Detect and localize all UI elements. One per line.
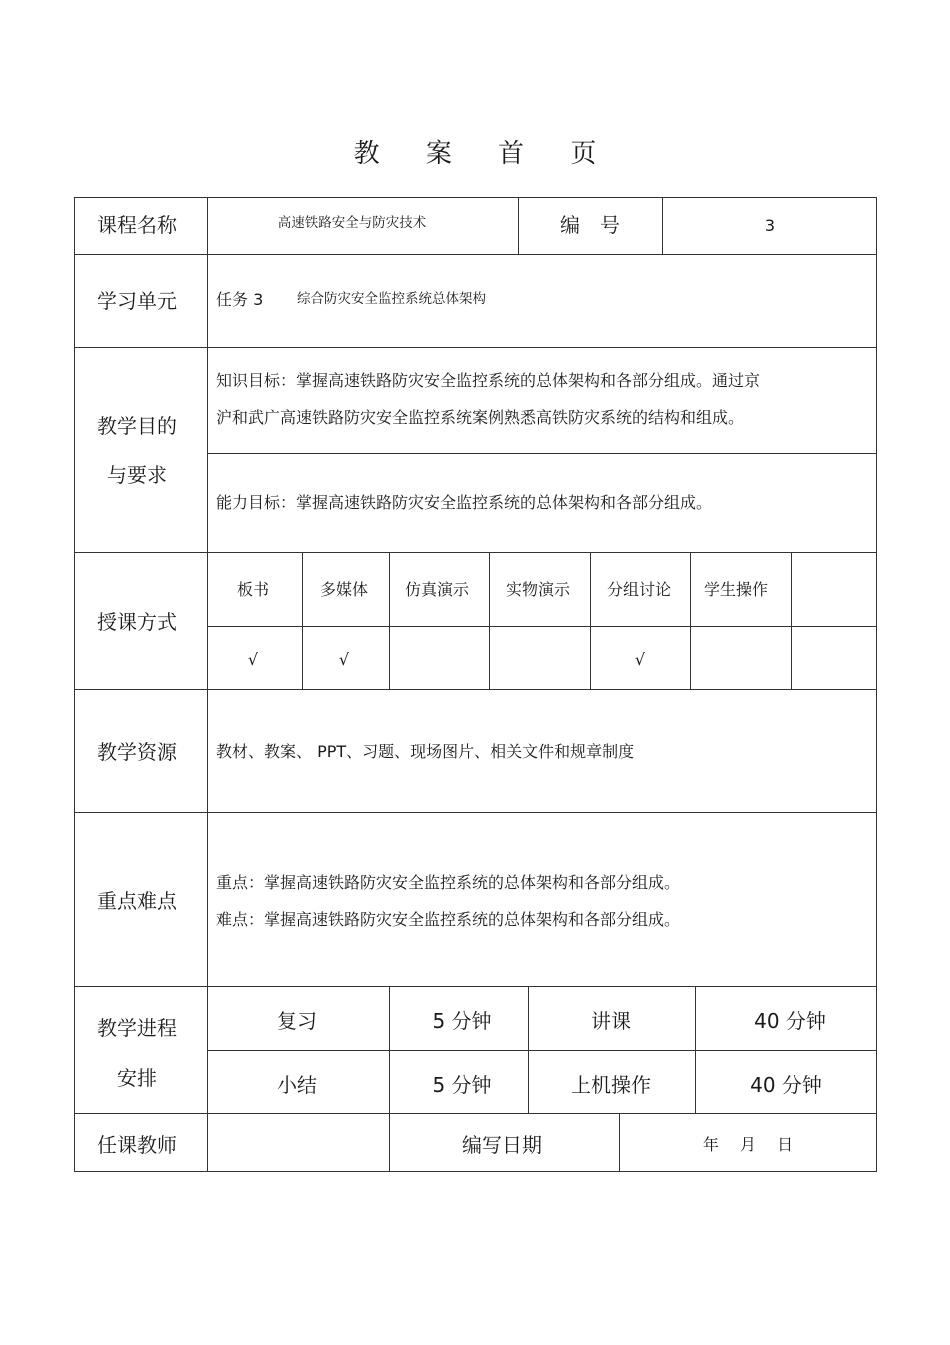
- col-divider: [619, 1113, 620, 1172]
- row-divider: [74, 254, 877, 255]
- schedule-label-line2: 安排: [117, 1066, 157, 1090]
- schedule-cell: 复习: [277, 1009, 317, 1033]
- col-divider: [528, 986, 529, 1113]
- method-header: 学生操作: [703, 580, 769, 599]
- schedule-cell: 40 分钟: [750, 1073, 822, 1097]
- course-name-label: 课程名称: [97, 213, 177, 237]
- course-name-value: 高速铁路安全与防灾技术: [277, 215, 427, 231]
- row-divider: [74, 986, 877, 987]
- col-divider: [389, 1113, 390, 1172]
- difficult-point: 难点：掌握高速铁路防灾安全监控系统的总体架构和各部分组成。: [216, 910, 681, 929]
- knowledge-goal-line1: 知识目标：掌握高速铁路防灾安全监控系统的总体架构和各部分组成。通过京: [216, 371, 761, 390]
- ability-goal: 能力目标：掌握高速铁路防灾安全监控系统的总体架构和各部分组成。: [216, 493, 713, 512]
- unit-name: 综合防灾安全监控系统总体架构: [297, 291, 486, 307]
- method-checkmark: √: [247, 650, 259, 669]
- teacher-label: 任课教师: [97, 1133, 177, 1157]
- method-header: 分组讨论: [606, 580, 672, 599]
- unit-task: 任务 3: [216, 290, 264, 309]
- knowledge-goal-line2: 沪和武广高速铁路防灾安全监控系统案例熟悉高铁防灾系统的结构和组成。: [216, 408, 745, 427]
- col-divider: [207, 197, 208, 1172]
- col-divider: [489, 552, 490, 689]
- objectives-label-line2: 与要求: [107, 463, 167, 487]
- col-divider: [389, 986, 390, 1113]
- row-divider: [74, 812, 877, 813]
- key-point: 重点：掌握高速铁路防灾安全监控系统的总体架构和各部分组成。: [216, 873, 681, 892]
- schedule-cell: 上机操作: [571, 1073, 651, 1097]
- row-divider: [207, 1050, 877, 1051]
- row-divider: [74, 552, 877, 553]
- col-divider: [389, 552, 390, 689]
- schedule-label-line1: 教学进程: [97, 1016, 177, 1040]
- col-divider: [791, 552, 792, 689]
- col-divider: [518, 197, 519, 254]
- schedule-cell: 讲课: [591, 1009, 631, 1033]
- number-label: 编 号: [560, 213, 620, 237]
- method-checkmark: √: [634, 650, 646, 669]
- method-header: 实物演示: [505, 580, 571, 599]
- method-header: 仿真演示: [404, 580, 470, 599]
- col-divider: [690, 552, 691, 689]
- objectives-label-line1: 教学目的: [97, 414, 177, 438]
- method-header: 板书: [236, 580, 270, 599]
- method-header: 多媒体: [319, 580, 369, 599]
- unit-label: 学习单元: [97, 289, 177, 313]
- page-title: 教 案 首 页: [353, 139, 616, 169]
- schedule-cell: 小结: [277, 1073, 317, 1097]
- col-divider: [302, 552, 303, 689]
- row-divider: [74, 689, 877, 690]
- resources-label: 教学资源: [97, 740, 177, 764]
- col-divider: [590, 552, 591, 689]
- row-divider: [74, 1113, 877, 1114]
- row-divider: [74, 347, 877, 348]
- date-value: 年 月 日: [702, 1135, 794, 1154]
- row-divider: [207, 453, 877, 454]
- number-value: 3: [764, 216, 776, 235]
- resources-value: 教材、教案、 PPT、习题、现场图片、相关文件和规章制度: [216, 742, 635, 761]
- schedule-cell: 40 分钟: [754, 1009, 826, 1033]
- schedule-cell: 5 分钟: [432, 1073, 492, 1097]
- method-checkmark: √: [338, 650, 350, 669]
- col-divider: [662, 197, 663, 254]
- row-divider: [207, 626, 877, 627]
- methods-label: 授课方式: [97, 610, 177, 634]
- col-divider: [695, 986, 696, 1113]
- schedule-cell: 5 分钟: [432, 1009, 492, 1033]
- key-points-label: 重点难点: [97, 889, 177, 913]
- date-label: 编写日期: [462, 1133, 542, 1157]
